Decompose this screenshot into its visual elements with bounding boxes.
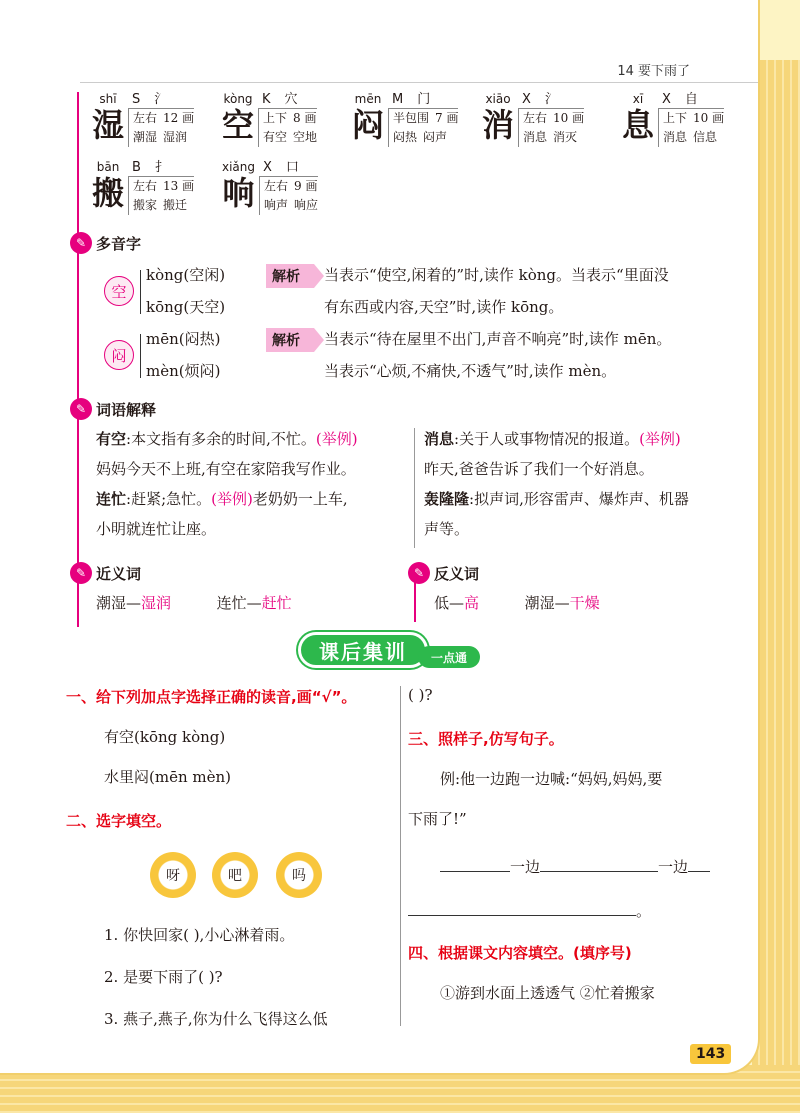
imitation-blank-row[interactable] bbox=[440, 852, 710, 882]
term: 消息 bbox=[424, 430, 455, 448]
header-divider bbox=[80, 82, 758, 83]
char-word: 潮湿 bbox=[133, 130, 158, 144]
antonym-list: 低—高 潮湿—干燥 bbox=[434, 594, 600, 612]
page-number: 143 bbox=[690, 1044, 731, 1064]
analysis-line: 有东西或内容,天空”时,读作 kōng。 bbox=[324, 298, 564, 316]
word: 一边 bbox=[510, 858, 541, 876]
section-title: 词语解释 bbox=[96, 400, 157, 419]
char-letter: X bbox=[662, 92, 671, 107]
exercise-1-title: 一、给下列加点字选择正确的读音,画“√”。 bbox=[66, 688, 357, 706]
exercise-2-title: 二、选字填空。 bbox=[66, 812, 172, 830]
example-label: (举例) bbox=[211, 490, 253, 508]
blank[interactable] bbox=[408, 915, 636, 916]
pencil-icon: ✎ bbox=[70, 232, 92, 254]
banner-main: 课后集训 bbox=[298, 632, 428, 668]
char-info bbox=[658, 92, 724, 147]
reading-1: mēn(闷热) bbox=[146, 330, 221, 348]
word: 赶忙 bbox=[261, 594, 292, 612]
column-divider bbox=[400, 686, 401, 1026]
exercise-4-title: 四、根据课文内容填空。(填序号) bbox=[408, 944, 632, 962]
char-structure: 左右 bbox=[133, 179, 158, 193]
char-info bbox=[259, 160, 318, 215]
example-line: 下雨了!” bbox=[408, 810, 467, 828]
example: 昨天,爸爸告诉了我们一个好消息。 bbox=[424, 460, 654, 478]
example: 小明就连忙让座。 bbox=[96, 520, 217, 538]
word: 潮湿 bbox=[96, 594, 127, 612]
example-label: (举例) bbox=[639, 430, 681, 448]
char-word: 响声 bbox=[264, 198, 289, 212]
definition: :拟声词,形容雷声、爆炸声、机器 bbox=[469, 490, 689, 508]
term: 轰隆隆 bbox=[424, 490, 470, 508]
pencil-icon: ✎ bbox=[70, 398, 92, 420]
example: 妈妈今天不上班,有空在家陪我写作业。 bbox=[96, 460, 356, 478]
char-pinyin: shī bbox=[99, 92, 117, 106]
word: 高 bbox=[464, 594, 480, 612]
char-info bbox=[518, 92, 584, 147]
char-letter: X bbox=[522, 92, 531, 107]
char-letter: K bbox=[262, 92, 271, 107]
practice-banner bbox=[298, 632, 498, 672]
char-strokes: 7 画 bbox=[435, 111, 459, 125]
char-info bbox=[128, 160, 194, 215]
fill-sentence[interactable]: 3. 燕子,燕子,你为什么飞得这么低 bbox=[104, 1010, 328, 1028]
bracket bbox=[140, 334, 141, 378]
char-strokes: 8 画 bbox=[293, 111, 317, 125]
imitation-blank-row[interactable] bbox=[408, 896, 651, 926]
char-word: 消灭 bbox=[553, 130, 578, 144]
char-info bbox=[388, 92, 458, 147]
char-word: 搬家 bbox=[133, 198, 158, 212]
char-word: 空地 bbox=[293, 130, 318, 144]
blank[interactable] bbox=[540, 871, 658, 872]
char-hanzi: 空 bbox=[222, 106, 255, 144]
char-hanzi: 消 bbox=[482, 106, 515, 144]
bracket bbox=[140, 270, 141, 314]
char-word: 信息 bbox=[693, 130, 718, 144]
char-letter: M bbox=[392, 92, 404, 107]
word: 干燥 bbox=[569, 594, 600, 612]
example: 老奶奶一上车, bbox=[252, 490, 348, 508]
fill-sentence[interactable]: 1. 你快回家( ),小心淋着雨。 bbox=[104, 926, 295, 944]
period: 。 bbox=[636, 902, 652, 920]
char-structure: 左右 bbox=[523, 111, 548, 125]
example-label: (举例) bbox=[315, 430, 358, 448]
char-pinyin: bān bbox=[96, 160, 120, 174]
word: 一边 bbox=[658, 858, 689, 876]
synonym-heading bbox=[70, 562, 141, 584]
pencil-icon: ✎ bbox=[408, 562, 430, 584]
char-radical: 口 bbox=[285, 160, 299, 175]
section-title: 多音字 bbox=[96, 234, 142, 253]
option-circle: 吧 bbox=[212, 852, 258, 898]
word: 潮湿 bbox=[524, 594, 555, 612]
definition: :本文指有多余的时间,不忙。 bbox=[126, 430, 316, 448]
section-title: 反义词 bbox=[434, 564, 480, 583]
char-strokes: 9 画 bbox=[294, 179, 318, 193]
char-word: 闷声 bbox=[423, 130, 448, 144]
char-radical: 穴 bbox=[284, 92, 298, 107]
term-entry bbox=[424, 424, 744, 544]
char-info bbox=[258, 92, 317, 147]
left-margin-rule bbox=[77, 92, 79, 627]
word: 湿润 bbox=[141, 594, 172, 612]
exercise-3-title: 三、照样子,仿写句子。 bbox=[408, 730, 564, 748]
example-line: 例:他一边跑一边喊:“妈妈,妈妈,要 bbox=[440, 770, 663, 788]
char-structure: 上下 bbox=[263, 111, 288, 125]
char-hanzi: 闷 bbox=[352, 106, 385, 144]
fill-sentence[interactable]: 2. 是要下雨了( )? bbox=[104, 968, 223, 986]
char-pinyin: kòng bbox=[223, 92, 253, 106]
char-pinyin: mēn bbox=[354, 92, 382, 106]
char-strokes: 10 画 bbox=[553, 111, 585, 125]
char-card bbox=[222, 92, 317, 147]
reading-1: kòng(空闲) bbox=[146, 266, 226, 284]
definition: 声等。 bbox=[424, 520, 470, 538]
analysis-line: 当表示“心烦,不痛快,不透气”时,读作 mèn。 bbox=[324, 362, 617, 380]
analysis-line: 当表示“待在屋里不出门,声音不响亮”时,读作 mēn。 bbox=[324, 330, 672, 348]
char-hanzi: 息 bbox=[622, 106, 655, 144]
char-structure: 半包围 bbox=[393, 111, 430, 125]
char-pinyin: xiāo bbox=[485, 92, 511, 106]
definition: :关于人或事物情况的报道。 bbox=[454, 430, 640, 448]
term: 连忙 bbox=[96, 490, 127, 508]
char-letter: B bbox=[132, 160, 141, 175]
char-card bbox=[222, 160, 318, 215]
fill-sentence-cont[interactable]: ( )? bbox=[408, 686, 433, 704]
exercise-1-option[interactable]: 水里闷(mēn mèn) bbox=[104, 768, 231, 786]
char-structure: 左右 bbox=[133, 111, 158, 125]
analysis-tag: 解析 bbox=[266, 264, 314, 288]
char-card bbox=[352, 92, 458, 147]
polyphone-char: 空 bbox=[104, 276, 134, 306]
definition: :赶紧;急忙。 bbox=[126, 490, 212, 508]
synonym-list: 潮湿—湿润 连忙—赶忙 bbox=[96, 594, 292, 612]
blank[interactable] bbox=[688, 871, 710, 872]
char-strokes: 10 画 bbox=[693, 111, 725, 125]
char-letter: X bbox=[263, 160, 272, 175]
word: 连忙 bbox=[216, 594, 247, 612]
char-word: 闷热 bbox=[393, 130, 418, 144]
char-structure: 上下 bbox=[663, 111, 688, 125]
char-word: 消息 bbox=[663, 130, 688, 144]
ciyu-heading bbox=[70, 398, 156, 420]
char-hanzi: 湿 bbox=[92, 106, 125, 144]
term-entry bbox=[96, 424, 406, 544]
option-circle: 呀 bbox=[150, 852, 196, 898]
reading-2: mèn(烦闷) bbox=[146, 362, 221, 380]
char-word: 搬迁 bbox=[163, 198, 188, 212]
char-card bbox=[92, 92, 194, 147]
term: 有空 bbox=[96, 430, 127, 448]
char-strokes: 12 画 bbox=[163, 111, 195, 125]
char-card bbox=[482, 92, 584, 147]
duoyinzi-heading bbox=[70, 232, 141, 254]
char-word: 有空 bbox=[263, 130, 288, 144]
char-radical: 自 bbox=[684, 92, 698, 107]
char-letter: S bbox=[132, 92, 141, 107]
char-pinyin: xī bbox=[632, 92, 644, 106]
column-divider bbox=[414, 428, 415, 548]
char-radical: 氵 bbox=[154, 92, 168, 107]
char-info bbox=[128, 92, 194, 147]
option-circle: 吗 bbox=[276, 852, 322, 898]
char-hanzi: 搬 bbox=[92, 174, 125, 212]
char-card bbox=[622, 92, 724, 147]
blank[interactable] bbox=[440, 871, 510, 872]
char-strokes: 13 画 bbox=[163, 179, 195, 193]
polyphone-char: 闷 bbox=[104, 340, 134, 370]
lesson-title: 14 要下雨了 bbox=[617, 64, 690, 79]
char-radical: 门 bbox=[417, 92, 431, 107]
pencil-icon: ✎ bbox=[70, 562, 92, 584]
char-hanzi: 响 bbox=[222, 174, 255, 212]
char-structure: 左右 bbox=[264, 179, 289, 193]
exercise-4-options: ①游到水面上透透气 ②忙着搬家 bbox=[440, 984, 655, 1002]
char-word: 响应 bbox=[294, 198, 319, 212]
analysis-tag: 解析 bbox=[266, 328, 314, 352]
char-radical: 氵 bbox=[544, 92, 558, 107]
antonym-heading bbox=[408, 562, 479, 584]
exercise-1-option[interactable]: 有空(kōng kòng) bbox=[104, 728, 226, 746]
reading-2: kōng(天空) bbox=[146, 298, 226, 316]
char-word: 湿润 bbox=[163, 130, 188, 144]
word: 低 bbox=[434, 594, 450, 612]
char-word: 消息 bbox=[523, 130, 548, 144]
banner-sub: 一点通 bbox=[418, 646, 480, 668]
char-radical: 扌 bbox=[154, 160, 168, 175]
analysis-line: 当表示“使空,闲着的”时,读作 kòng。当表示“里面没 bbox=[324, 266, 669, 284]
char-pinyin: xiǎng bbox=[222, 160, 256, 174]
section-title: 近义词 bbox=[96, 564, 142, 583]
char-card bbox=[92, 160, 194, 215]
